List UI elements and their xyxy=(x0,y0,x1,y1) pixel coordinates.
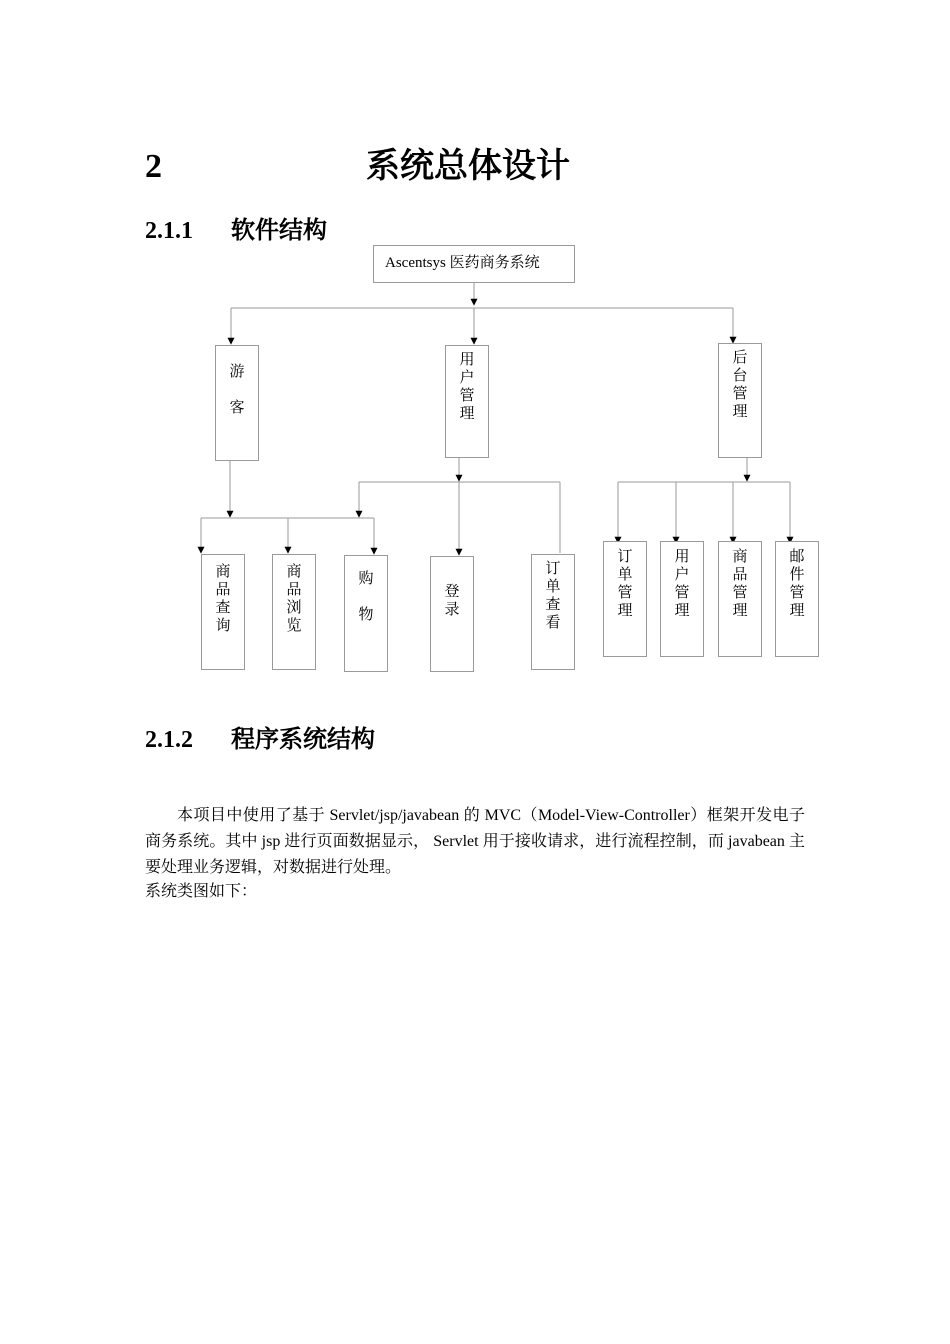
subsection-number-1: 2.1.1 xyxy=(145,218,193,244)
guest-box xyxy=(215,345,259,461)
subsection-number-2: 2.1.2 xyxy=(145,727,193,753)
mail-mgmt-label: 邮件管理 xyxy=(789,549,805,619)
backend-mgmt-label: 后台管理 xyxy=(732,350,748,420)
user-mgmt-2-box xyxy=(660,541,704,657)
body-paragraph-2: 系统类图如下： xyxy=(145,883,258,900)
product-mgmt-label: 商品管理 xyxy=(732,549,748,619)
order-mgmt-box xyxy=(603,541,647,657)
section-title: 系统总体设计 xyxy=(366,148,570,185)
shopping-label: 购物 xyxy=(358,571,374,623)
backend-mgmt-box xyxy=(718,343,762,458)
order-mgmt-label: 订单管理 xyxy=(617,549,633,619)
product-browse-label: 商品浏览 xyxy=(286,564,302,634)
shopping-box xyxy=(344,555,388,672)
login-label: 登录 xyxy=(444,584,460,618)
root-label: Ascentsys 医药商务系统 xyxy=(385,255,540,271)
user-mgmt-2-label: 用户管理 xyxy=(674,549,690,619)
product-query-label: 商品查询 xyxy=(215,564,231,634)
order-view-box xyxy=(531,554,575,670)
product-mgmt-box xyxy=(718,541,762,657)
order-view-label: 订单查看 xyxy=(545,561,561,631)
root-box xyxy=(373,245,575,283)
guest-label: 游客 xyxy=(229,364,245,416)
body-paragraph: 本项目中使用了基于 Servlet/jsp/javabean 的 MVC（Model-View-Controller）框架开发电子商务系统。其中 jsp 进行页面数据显示， Servlet 用于接收请求，进行流程控制，而 javabean 主要处理业务逻辑，对数据进行处理。 xyxy=(145,807,805,876)
subsection-title-1: 软件结构 xyxy=(231,218,327,244)
mail-mgmt-box xyxy=(775,541,819,657)
user-mgmt-box xyxy=(445,345,489,458)
section-number: 2 xyxy=(145,148,162,185)
product-browse-box xyxy=(272,554,316,670)
login-box xyxy=(430,556,474,672)
product-query-box xyxy=(201,554,245,670)
subsection-title-2: 程序系统结构 xyxy=(231,727,375,753)
user-mgmt-label: 用户管理 xyxy=(459,352,475,422)
